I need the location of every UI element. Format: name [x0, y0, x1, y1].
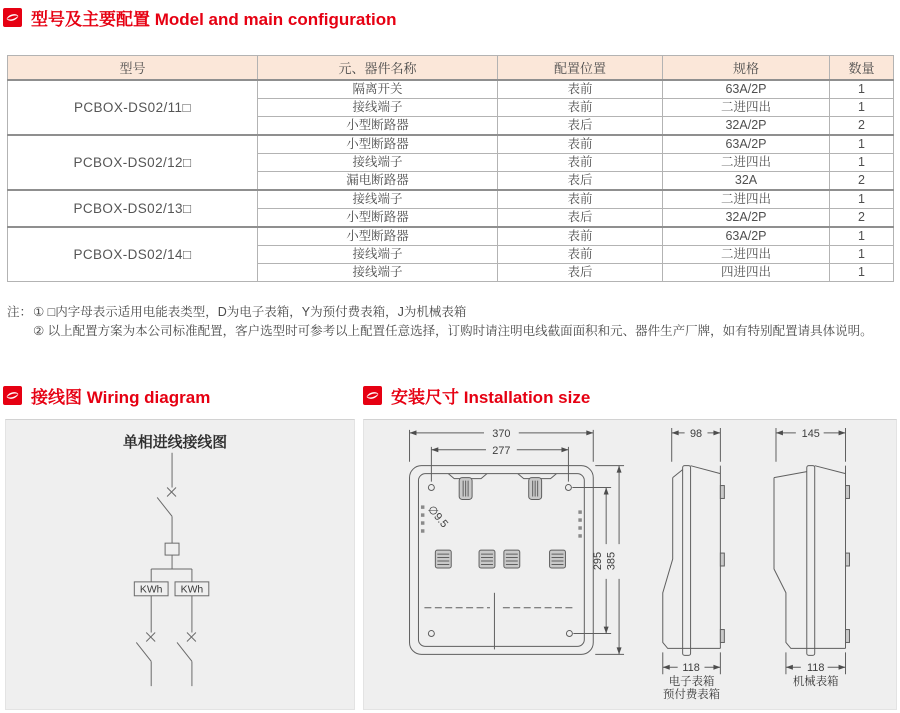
- meter-label: KWh: [180, 584, 204, 596]
- meter-label: KWh: [139, 584, 163, 596]
- dim-bottom-depth-118: 118: [682, 662, 700, 675]
- table-cell: 表后: [498, 117, 663, 136]
- table-cell: 表前: [498, 154, 663, 172]
- table-cell: 表后: [498, 172, 663, 191]
- table-cell: 小型断路器: [258, 227, 498, 246]
- col-header-position: 配置位置: [498, 56, 663, 81]
- table-cell: 接线端子: [258, 99, 498, 117]
- table-cell: 表前: [498, 190, 663, 209]
- wiring-diagram-svg: [6, 420, 354, 709]
- table-cell: 1: [830, 99, 894, 117]
- table-cell: 63A/2P: [663, 227, 830, 246]
- table-cell: 二进四出: [663, 99, 830, 117]
- mounting-hole: [566, 631, 572, 637]
- model-cell: PCBOX-DS02/13□: [8, 190, 258, 227]
- table-cell: 四进四出: [663, 264, 830, 282]
- table-cell: 表前: [498, 99, 663, 117]
- col-header-qty: 数量: [830, 56, 894, 81]
- table-row: [8, 80, 894, 99]
- config-table-body: [8, 80, 894, 282]
- mounting-hole: [428, 631, 434, 637]
- table-cell: 表前: [498, 246, 663, 264]
- table-cell: 漏电断路器: [258, 172, 498, 191]
- table-cell: 1: [830, 190, 894, 209]
- wiring-title-text: 接线图 Wiring diagram: [31, 388, 211, 407]
- table-cell: 63A/2P: [663, 80, 830, 99]
- dim-width-370: 370: [492, 427, 511, 440]
- table-cell: 1: [830, 135, 894, 154]
- brand-logo-icon: [3, 8, 22, 27]
- table-row: [8, 190, 894, 209]
- branch-lines: [151, 569, 192, 582]
- notes-block: [7, 303, 893, 341]
- notes-prefix: 注：: [7, 305, 33, 319]
- front-view-dimensions: [410, 428, 625, 654]
- mounting-hole: [565, 485, 571, 491]
- table-cell: 二进四出: [663, 154, 830, 172]
- table-cell: 32A: [663, 172, 830, 191]
- table-cell: 二进四出: [663, 246, 830, 264]
- config-table: [7, 55, 894, 282]
- middle-vent: [435, 550, 565, 568]
- table-cell: 表前: [498, 135, 663, 154]
- col-header-model: 型号: [8, 56, 258, 81]
- table-cell: 小型断路器: [258, 117, 498, 136]
- table-cell: 表前: [498, 80, 663, 99]
- model-cell: PCBOX-DS02/12□: [8, 135, 258, 190]
- table-cell: 表前: [498, 227, 663, 246]
- brand-logo-icon: [3, 386, 22, 405]
- table-cell: 1: [830, 227, 894, 246]
- col-header-component: 元、器件名称: [258, 56, 498, 81]
- dim-height-385: 385: [605, 551, 618, 571]
- side-b-label: 机械表箱: [792, 676, 839, 689]
- note-item-2: ② 以上配置方案为本公司标准配置，客户选型时可参考以上配置任意选择，订购时请注明电线截面面积和元、器件生产厂牌，如有特别配置请具体说明。: [33, 324, 873, 338]
- install-section-title: [363, 383, 590, 408]
- main-title-text: 型号及主要配置 Model and main configuration: [31, 10, 397, 29]
- side-view-electronic: [663, 428, 725, 701]
- install-title-text: 安装尺寸 Installation size: [391, 388, 591, 407]
- wiring-diagram-title: 单相进线接线图: [122, 434, 228, 451]
- table-cell: 隔离开关: [258, 80, 498, 99]
- mounting-hole: [428, 485, 434, 491]
- top-vent: [459, 478, 541, 500]
- dim-top-depth-145: 145: [801, 427, 820, 440]
- dim-top-depth-98: 98: [689, 427, 703, 440]
- model-cell: PCBOX-DS02/14□: [8, 227, 258, 282]
- table-cell: 1: [830, 154, 894, 172]
- dim-bottom-depth-118: 118: [807, 662, 825, 675]
- wiring-diagram-panel: [5, 419, 355, 710]
- side-a-label-1: 电子表箱: [668, 676, 715, 689]
- table-cell: 小型断路器: [258, 209, 498, 228]
- table-cell: 表后: [498, 209, 663, 228]
- installation-drawing-svg: [364, 420, 896, 709]
- installation-size-panel: [363, 419, 897, 710]
- table-cell: 接线端子: [258, 154, 498, 172]
- table-cell: 小型断路器: [258, 135, 498, 154]
- dim-hole-height-295: 295: [592, 551, 605, 571]
- table-cell: 32A/2P: [663, 117, 830, 136]
- side-a-label-2: 预付费表箱: [663, 689, 721, 702]
- table-cell: 接线端子: [258, 264, 498, 282]
- hole-diameter-label: ∅9.5: [425, 503, 451, 531]
- table-cell: 1: [830, 264, 894, 282]
- table-cell: 1: [830, 246, 894, 264]
- table-cell: 2: [830, 209, 894, 228]
- table-cell: 接线端子: [258, 190, 498, 209]
- front-view-drawing: [410, 466, 594, 655]
- table-cell: 63A/2P: [663, 135, 830, 154]
- note-item-1: ① □内字母表示适用电能表类型，D为电子表箱，Y为预付费表箱，J为机械表箱: [33, 305, 467, 319]
- table-cell: 表后: [498, 264, 663, 282]
- table-row: [8, 227, 894, 246]
- table-header-row: [8, 56, 894, 81]
- wiring-section-title: [3, 383, 210, 408]
- meter-boxes: [134, 582, 208, 596]
- isolator-switch-symbol: [157, 453, 179, 569]
- dim-hole-span-277: 277: [492, 444, 511, 457]
- col-header-spec: 规格: [663, 56, 830, 81]
- table-cell: 接线端子: [258, 246, 498, 264]
- table-cell: 2: [830, 117, 894, 136]
- table-row: [8, 135, 894, 154]
- main-section-title: [3, 5, 397, 30]
- brand-logo-icon: [363, 386, 382, 405]
- table-cell: 1: [830, 80, 894, 99]
- model-cell: PCBOX-DS02/11□: [8, 80, 258, 135]
- table-cell: 32A/2P: [663, 209, 830, 228]
- outgoing-breaker-symbols: [136, 596, 196, 686]
- table-cell: 二进四出: [663, 190, 830, 209]
- table-cell: 2: [830, 172, 894, 191]
- side-view-mechanical: [774, 428, 849, 688]
